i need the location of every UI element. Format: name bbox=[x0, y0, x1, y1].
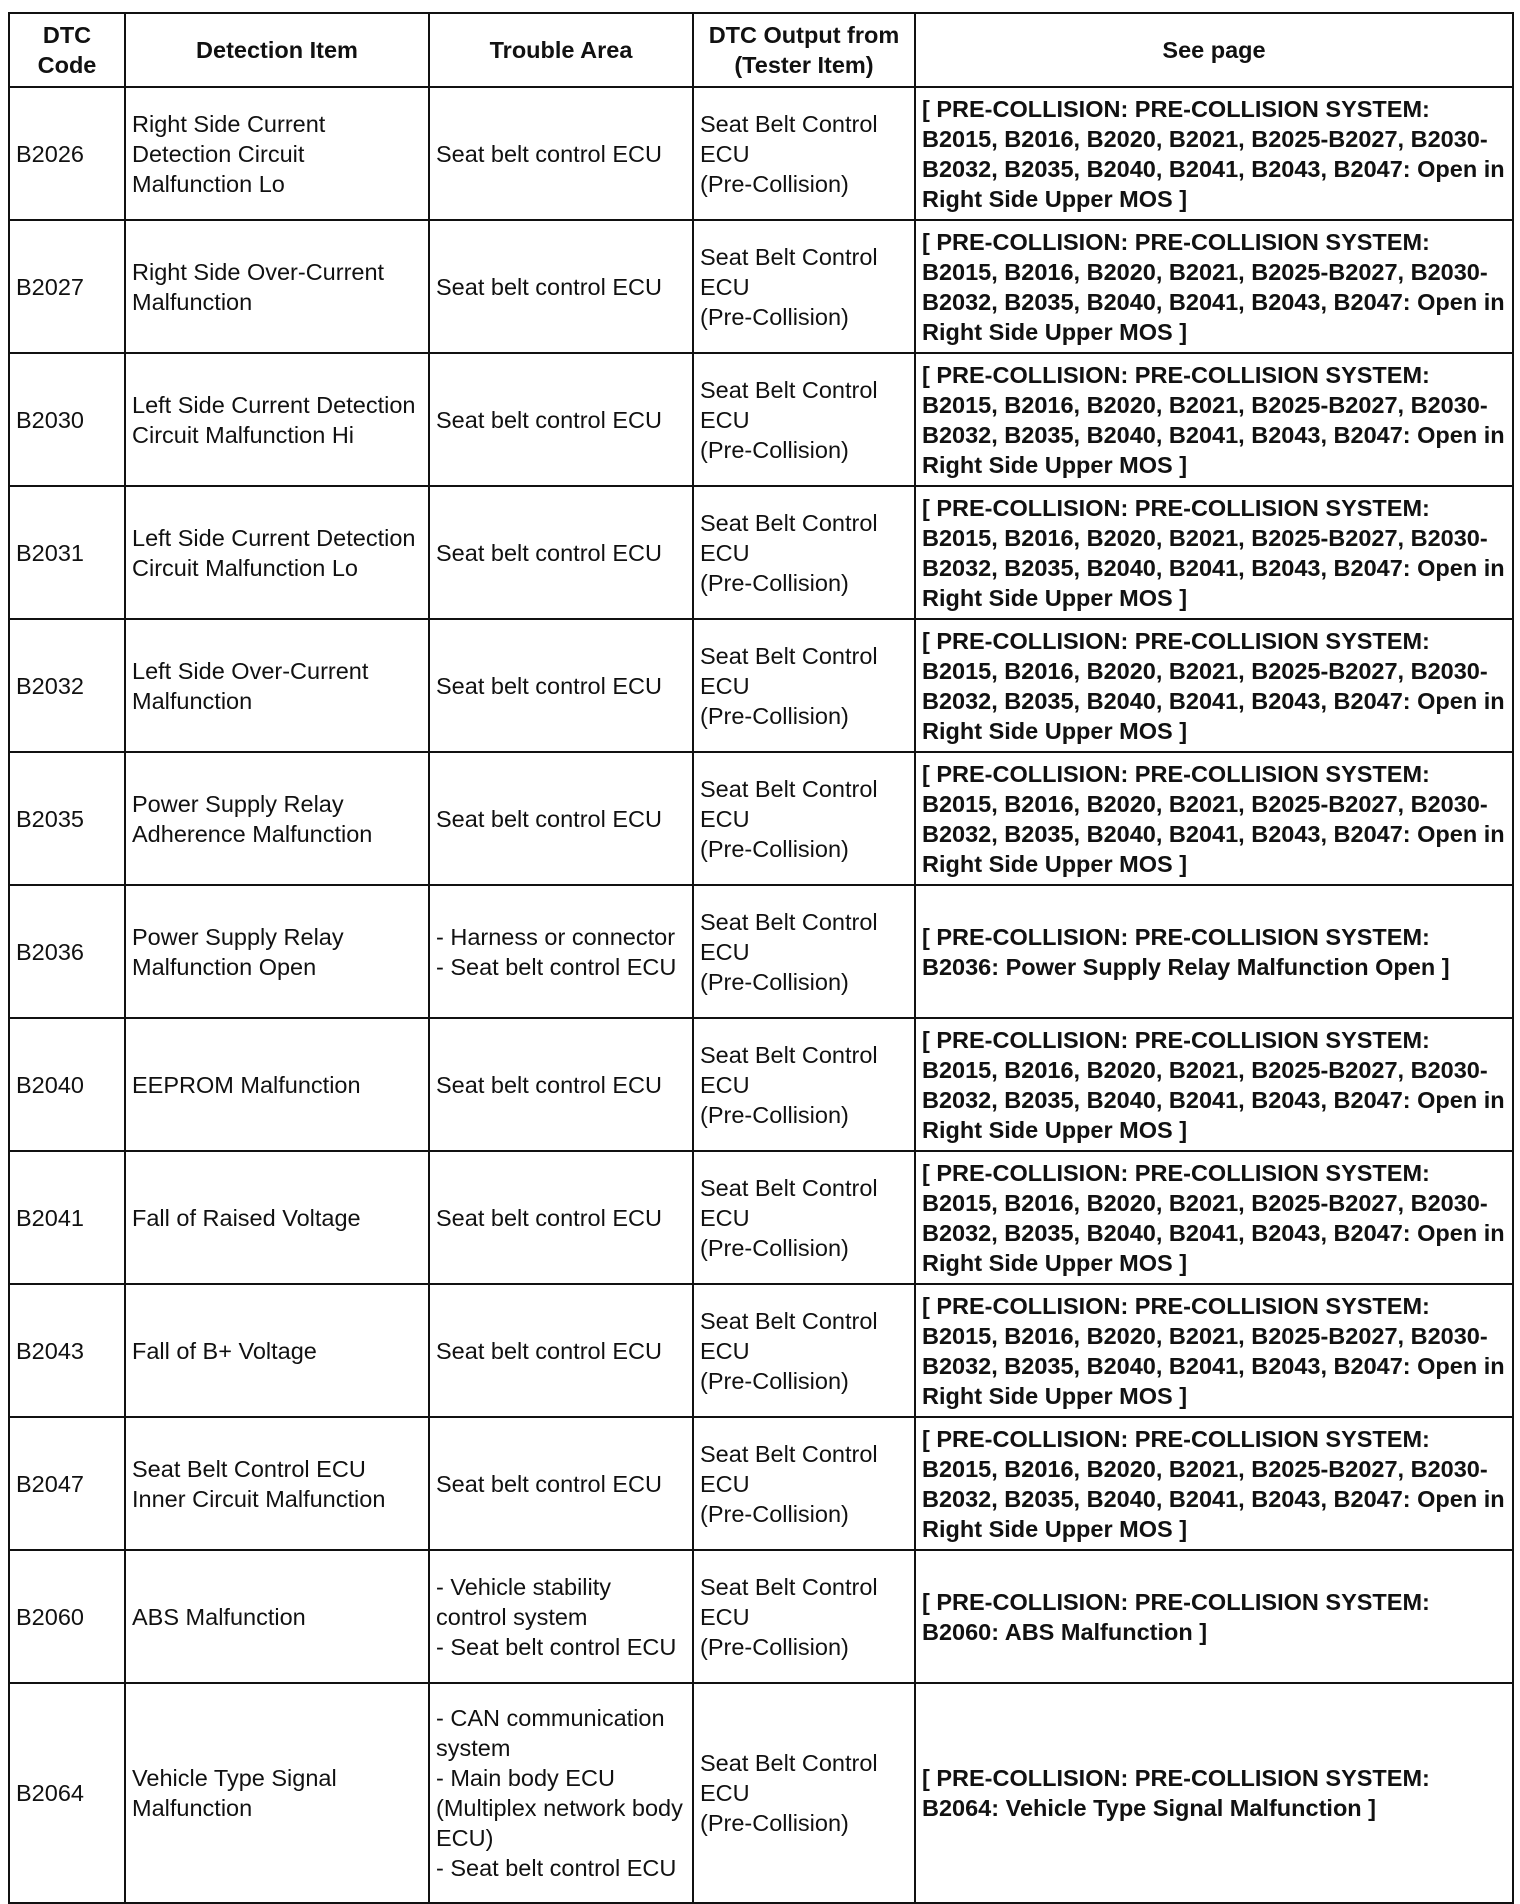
dtc-output-cell: Seat Belt Control ECU (Pre-Collision) bbox=[693, 1683, 915, 1903]
dtc-code-cell: B2040 bbox=[9, 1018, 125, 1151]
trouble-area-cell: Seat belt control ECU bbox=[429, 1284, 693, 1417]
table-row bbox=[9, 87, 1513, 220]
trouble-area-cell: - Harness or connector - Seat belt control ECU bbox=[429, 885, 693, 1018]
detection-item-cell: EEPROM Malfunction bbox=[125, 1018, 429, 1151]
dtc-output-cell: Seat Belt Control ECU (Pre-Collision) bbox=[693, 1018, 915, 1151]
trouble-area-cell: Seat belt control ECU bbox=[429, 220, 693, 353]
detection-item-cell: Left Side Current Detection Circuit Malfunction Lo bbox=[125, 486, 429, 619]
trouble-area-cell: - CAN communication system - Main body ECU (Multiplex network body ECU) - Seat belt control ECU bbox=[429, 1683, 693, 1903]
table-row bbox=[9, 486, 1513, 619]
dtc-code-cell: B2026 bbox=[9, 87, 125, 220]
dtc-code-cell: B2064 bbox=[9, 1683, 125, 1903]
see-page-link[interactable]: [ PRE-COLLISION: PRE-COLLISION SYSTEM: B2015, B2016, B2020, B2021, B2025-B2027, B2030-B2032, B2035, B2040, B2041, B2043, B2047: Open in Right Side Upper MOS ] bbox=[915, 1018, 1513, 1151]
table-row bbox=[9, 1151, 1513, 1284]
see-page-link[interactable]: [ PRE-COLLISION: PRE-COLLISION SYSTEM: B2036: Power Supply Relay Malfunction Open ] bbox=[915, 885, 1513, 1018]
dtc-output-cell: Seat Belt Control ECU (Pre-Collision) bbox=[693, 619, 915, 752]
table-row bbox=[9, 1284, 1513, 1417]
dtc-output-cell: Seat Belt Control ECU (Pre-Collision) bbox=[693, 353, 915, 486]
trouble-area-cell: Seat belt control ECU bbox=[429, 486, 693, 619]
header-see-page: See page bbox=[915, 13, 1513, 87]
dtc-table bbox=[8, 12, 1514, 1904]
detection-item-cell: Fall of Raised Voltage bbox=[125, 1151, 429, 1284]
dtc-output-cell: Seat Belt Control ECU (Pre-Collision) bbox=[693, 885, 915, 1018]
table-header-row bbox=[9, 13, 1513, 87]
dtc-output-cell: Seat Belt Control ECU (Pre-Collision) bbox=[693, 87, 915, 220]
header-trouble-area: Trouble Area bbox=[429, 13, 693, 87]
dtc-code-cell: B2036 bbox=[9, 885, 125, 1018]
see-page-link[interactable]: [ PRE-COLLISION: PRE-COLLISION SYSTEM: B2015, B2016, B2020, B2021, B2025-B2027, B2030-B2032, B2035, B2040, B2041, B2043, B2047: Open in Right Side Upper MOS ] bbox=[915, 87, 1513, 220]
table-row bbox=[9, 1683, 1513, 1903]
trouble-area-cell: Seat belt control ECU bbox=[429, 619, 693, 752]
see-page-link[interactable]: [ PRE-COLLISION: PRE-COLLISION SYSTEM: B2015, B2016, B2020, B2021, B2025-B2027, B2030-B2032, B2035, B2040, B2041, B2043, B2047: Open in Right Side Upper MOS ] bbox=[915, 619, 1513, 752]
trouble-area-cell: Seat belt control ECU bbox=[429, 353, 693, 486]
see-page-link[interactable]: [ PRE-COLLISION: PRE-COLLISION SYSTEM: B2060: ABS Malfunction ] bbox=[915, 1550, 1513, 1683]
header-dtc-code: DTC Code bbox=[9, 13, 125, 87]
table-row bbox=[9, 1018, 1513, 1151]
detection-item-cell: Power Supply Relay Adherence Malfunction bbox=[125, 752, 429, 885]
see-page-link[interactable]: [ PRE-COLLISION: PRE-COLLISION SYSTEM: B2064: Vehicle Type Signal Malfunction ] bbox=[915, 1683, 1513, 1903]
detection-item-cell: Power Supply Relay Malfunction Open bbox=[125, 885, 429, 1018]
trouble-area-cell: Seat belt control ECU bbox=[429, 87, 693, 220]
dtc-code-cell: B2032 bbox=[9, 619, 125, 752]
dtc-code-cell: B2031 bbox=[9, 486, 125, 619]
detection-item-cell: Right Side Current Detection Circuit Malfunction Lo bbox=[125, 87, 429, 220]
see-page-link[interactable]: [ PRE-COLLISION: PRE-COLLISION SYSTEM: B2015, B2016, B2020, B2021, B2025-B2027, B2030-B2032, B2035, B2040, B2041, B2043, B2047: Open in Right Side Upper MOS ] bbox=[915, 353, 1513, 486]
see-page-link[interactable]: [ PRE-COLLISION: PRE-COLLISION SYSTEM: B2015, B2016, B2020, B2021, B2025-B2027, B2030-B2032, B2035, B2040, B2041, B2043, B2047: Open in Right Side Upper MOS ] bbox=[915, 220, 1513, 353]
dtc-output-cell: Seat Belt Control ECU (Pre-Collision) bbox=[693, 1550, 915, 1683]
dtc-code-cell: B2027 bbox=[9, 220, 125, 353]
trouble-area-cell: Seat belt control ECU bbox=[429, 752, 693, 885]
table-row bbox=[9, 353, 1513, 486]
see-page-link[interactable]: [ PRE-COLLISION: PRE-COLLISION SYSTEM: B2015, B2016, B2020, B2021, B2025-B2027, B2030-B2032, B2035, B2040, B2041, B2043, B2047: Open in Right Side Upper MOS ] bbox=[915, 1284, 1513, 1417]
detection-item-cell: Left Side Current Detection Circuit Malfunction Hi bbox=[125, 353, 429, 486]
detection-item-cell: ABS Malfunction bbox=[125, 1550, 429, 1683]
dtc-code-cell: B2030 bbox=[9, 353, 125, 486]
dtc-code-cell: B2047 bbox=[9, 1417, 125, 1550]
dtc-output-cell: Seat Belt Control ECU (Pre-Collision) bbox=[693, 220, 915, 353]
dtc-code-cell: B2043 bbox=[9, 1284, 125, 1417]
dtc-code-cell: B2041 bbox=[9, 1151, 125, 1284]
table-row bbox=[9, 752, 1513, 885]
detection-item-cell: Left Side Over-Current Malfunction bbox=[125, 619, 429, 752]
dtc-output-cell: Seat Belt Control ECU (Pre-Collision) bbox=[693, 486, 915, 619]
table-row bbox=[9, 220, 1513, 353]
table-row bbox=[9, 1417, 1513, 1550]
detection-item-cell: Right Side Over-Current Malfunction bbox=[125, 220, 429, 353]
see-page-link[interactable]: [ PRE-COLLISION: PRE-COLLISION SYSTEM: B2015, B2016, B2020, B2021, B2025-B2027, B2030-B2032, B2035, B2040, B2041, B2043, B2047: Open in Right Side Upper MOS ] bbox=[915, 752, 1513, 885]
dtc-output-cell: Seat Belt Control ECU (Pre-Collision) bbox=[693, 752, 915, 885]
dtc-output-cell: Seat Belt Control ECU (Pre-Collision) bbox=[693, 1284, 915, 1417]
dtc-output-cell: Seat Belt Control ECU (Pre-Collision) bbox=[693, 1151, 915, 1284]
table-row bbox=[9, 619, 1513, 752]
header-dtc-output: DTC Output from (Tester Item) bbox=[693, 13, 915, 87]
detection-item-cell: Seat Belt Control ECU Inner Circuit Malfunction bbox=[125, 1417, 429, 1550]
trouble-area-cell: Seat belt control ECU bbox=[429, 1417, 693, 1550]
detection-item-cell: Vehicle Type Signal Malfunction bbox=[125, 1683, 429, 1903]
header-detection-item: Detection Item bbox=[125, 13, 429, 87]
see-page-link[interactable]: [ PRE-COLLISION: PRE-COLLISION SYSTEM: B2015, B2016, B2020, B2021, B2025-B2027, B2030-B2032, B2035, B2040, B2041, B2043, B2047: Open in Right Side Upper MOS ] bbox=[915, 486, 1513, 619]
table-row bbox=[9, 1550, 1513, 1683]
trouble-area-cell: Seat belt control ECU bbox=[429, 1018, 693, 1151]
dtc-code-cell: B2060 bbox=[9, 1550, 125, 1683]
dtc-code-cell: B2035 bbox=[9, 752, 125, 885]
detection-item-cell: Fall of B+ Voltage bbox=[125, 1284, 429, 1417]
see-page-link[interactable]: [ PRE-COLLISION: PRE-COLLISION SYSTEM: B2015, B2016, B2020, B2021, B2025-B2027, B2030-B2032, B2035, B2040, B2041, B2043, B2047: Open in Right Side Upper MOS ] bbox=[915, 1151, 1513, 1284]
trouble-area-cell: Seat belt control ECU bbox=[429, 1151, 693, 1284]
see-page-link[interactable]: [ PRE-COLLISION: PRE-COLLISION SYSTEM: B2015, B2016, B2020, B2021, B2025-B2027, B2030-B2032, B2035, B2040, B2041, B2043, B2047: Open in Right Side Upper MOS ] bbox=[915, 1417, 1513, 1550]
trouble-area-cell: - Vehicle stability control system - Seat belt control ECU bbox=[429, 1550, 693, 1683]
dtc-output-cell: Seat Belt Control ECU (Pre-Collision) bbox=[693, 1417, 915, 1550]
table-row bbox=[9, 885, 1513, 1018]
